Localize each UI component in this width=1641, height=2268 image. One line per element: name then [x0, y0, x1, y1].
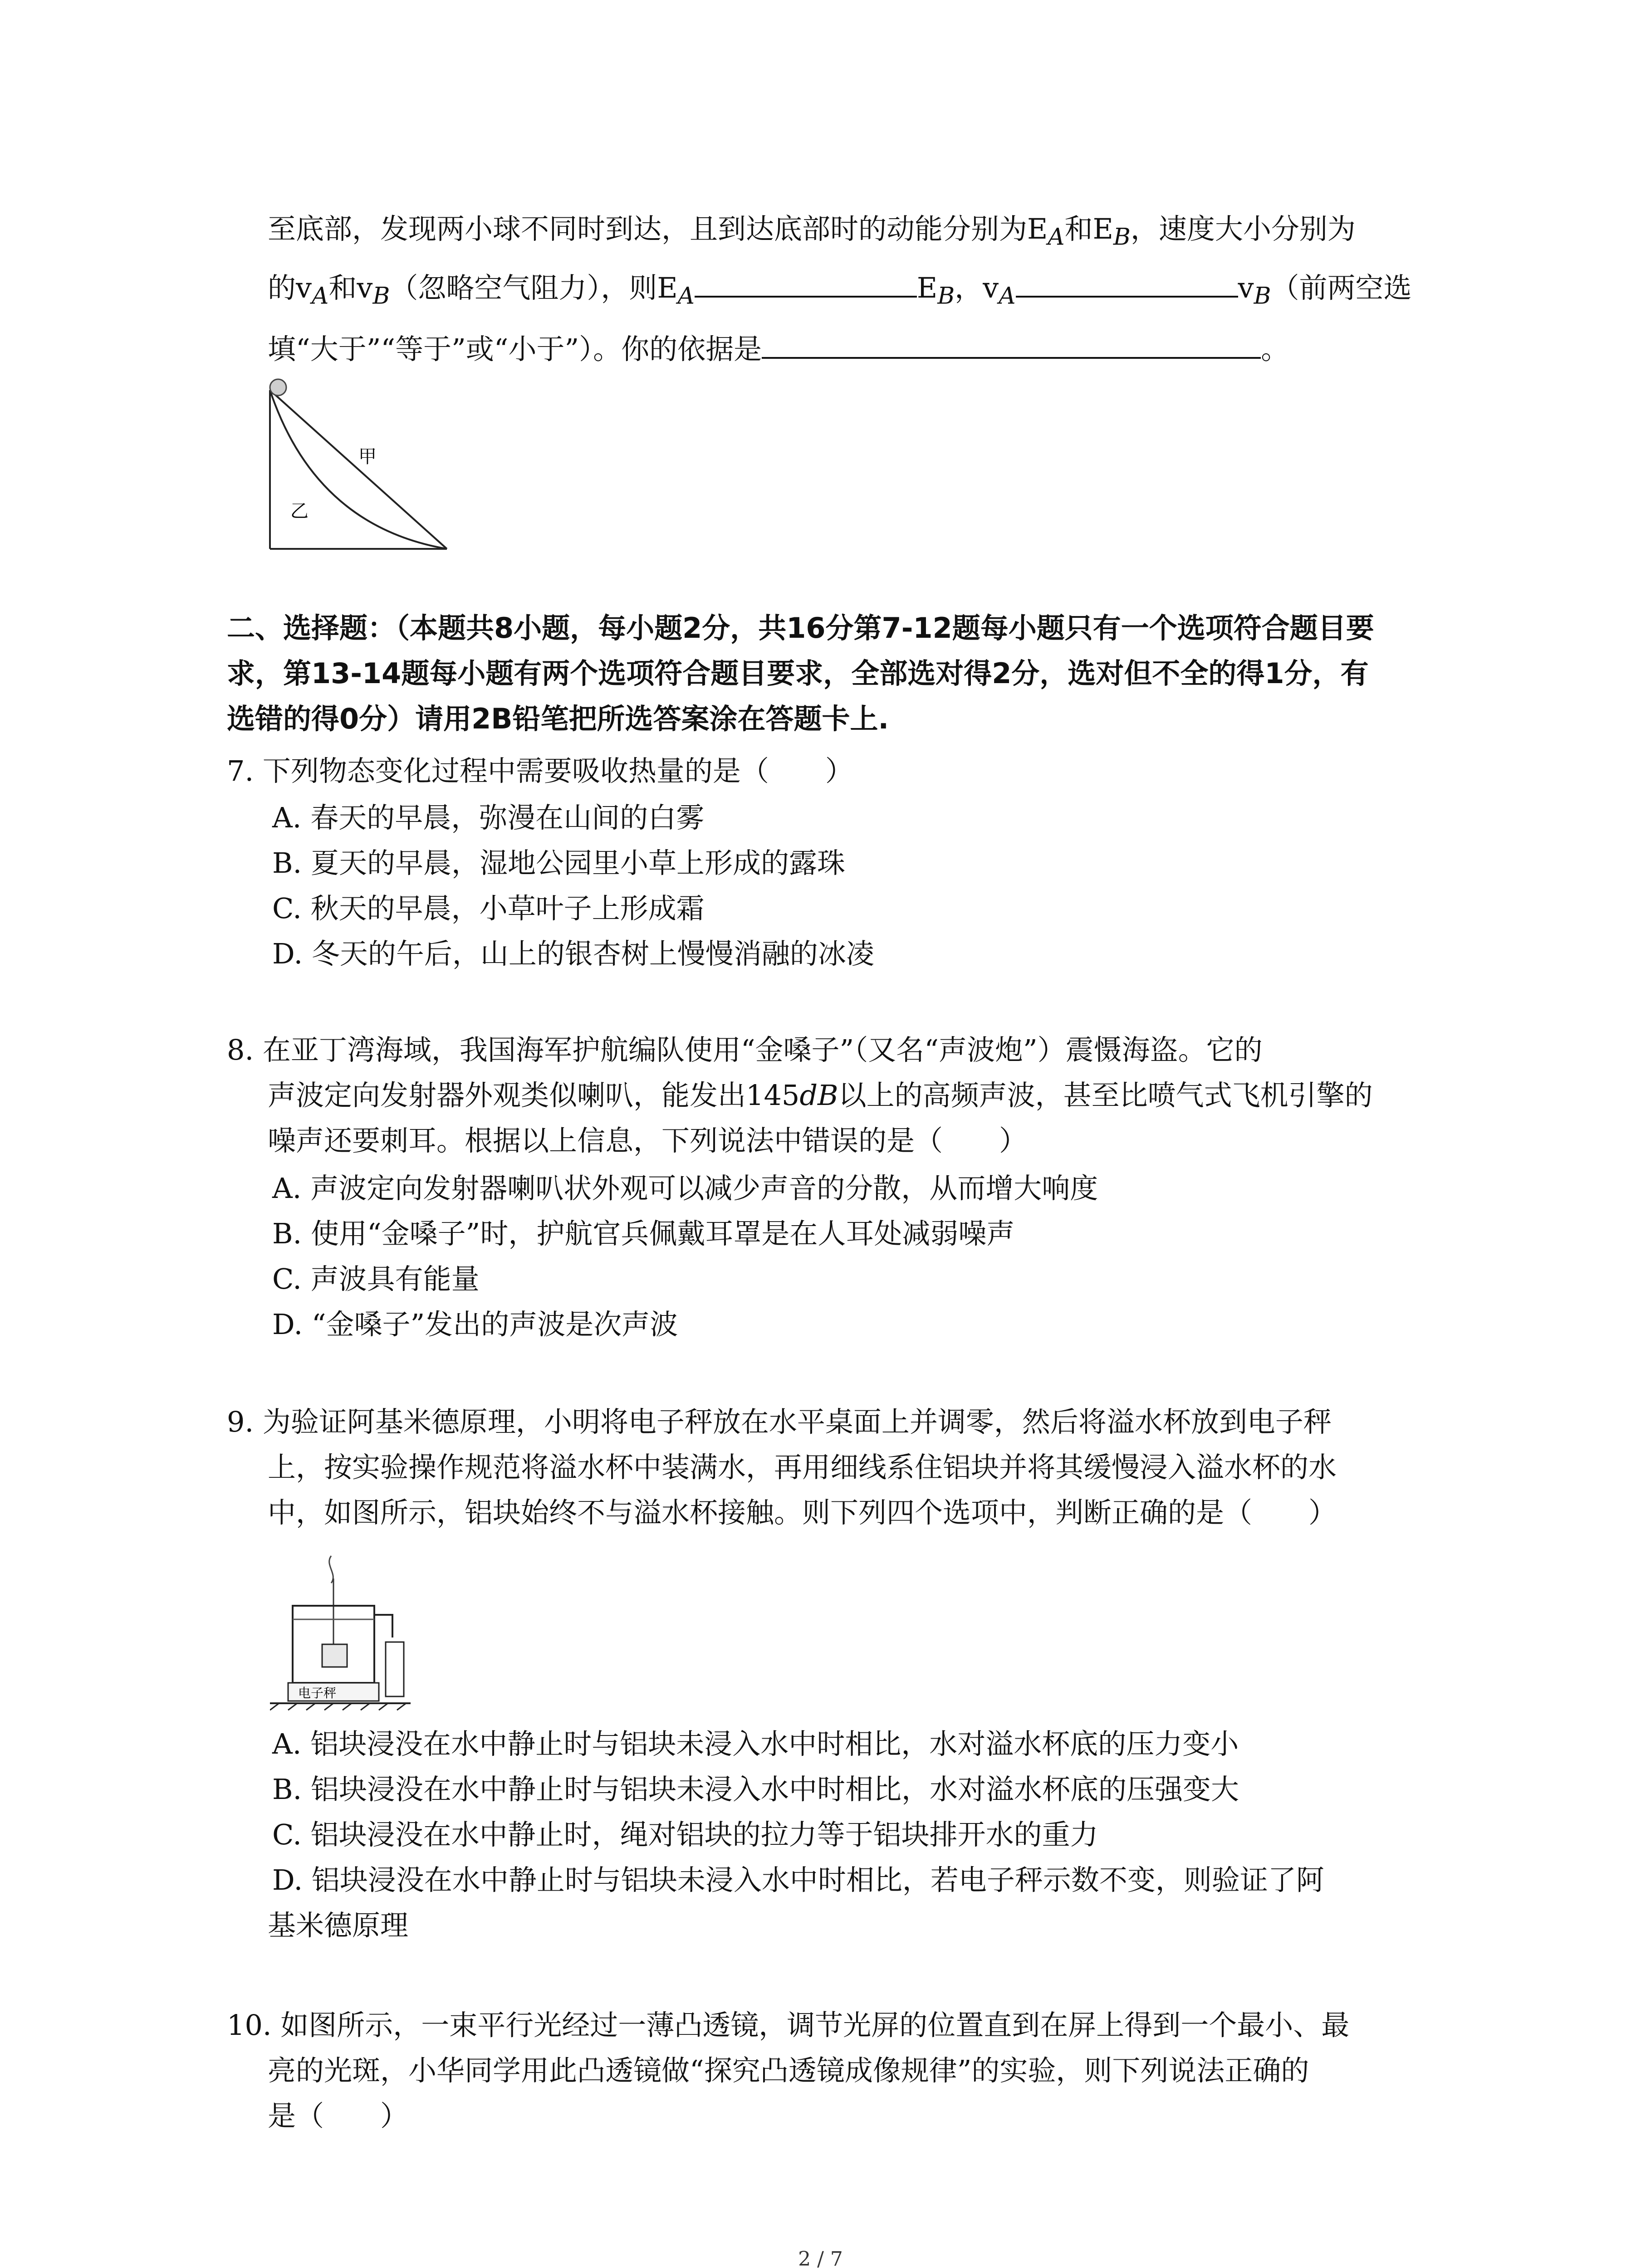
q10-stem-line-1: 10. 如图所示，一束平行光经过一薄凸透镜，调节光屏的位置直到在屏上得到一个最小、最: [227, 2009, 1350, 2042]
q8-option-c[interactable]: C. 声波具有能量: [272, 1262, 480, 1295]
ball: [270, 379, 286, 396]
q8-option-b[interactable]: B. 使用“金嗓子”时，护航官兵佩戴耳罩是在人耳处减弱噪声: [272, 1217, 1015, 1250]
q9-stem-line-2: 上，按实验操作规范将溢水杯中装满水，再用细线系住铝块并将其缓慢浸入溢水杯的水: [268, 1451, 1337, 1484]
text: 。: [1261, 332, 1289, 366]
q9-option-a[interactable]: A. 铝块浸没在水中静止时与铝块未浸入水中时相比，水对溢水杯底的压力变小: [272, 1727, 1239, 1760]
q7-option-d[interactable]: D. 冬天的午后，山上的银杏树上慢慢消融的冰凌: [272, 937, 874, 970]
subscript: A: [1048, 223, 1065, 251]
small-beaker: [386, 1642, 404, 1696]
section2-line-2: 求，第13-14题每小题有两个选项符合题目要求，全部选对得2分，选对但不全的得1分，有: [227, 657, 1369, 690]
page-number: 2 / 7: [798, 2248, 843, 2268]
q7-option-b[interactable]: B. 夏天的早晨，湿地公园里小草上形成的露珠: [272, 846, 845, 880]
q8-option-a[interactable]: A. 声波定向发射器喇叭状外观可以减少声音的分散，从而增大响度: [272, 1172, 1098, 1205]
table-hatch: [379, 1703, 388, 1710]
section2-line-1: 二、选择题：（本题共8小题，每小题2分，共16分第7-12题每小题只有一个选项符合题目要: [227, 611, 1374, 645]
q9-option-c[interactable]: C. 铝块浸没在水中静止时，绳对铝块的拉力等于铝块排开水的重力: [272, 1818, 1098, 1851]
text: 以上的高频声波，甚至比喷气式飞机引擎的: [838, 1079, 1373, 1112]
text: 的v: [268, 271, 312, 304]
table-hatch: [270, 1703, 279, 1710]
subscript: B: [372, 282, 390, 310]
prev-question-line-1: [268, 209, 1356, 257]
hand-outline: [329, 1556, 333, 1583]
overflow-cup-figure: [270, 1547, 415, 1719]
q8-option-d[interactable]: D. “金嗓子”发出的声波是次声波: [272, 1308, 678, 1341]
text: v: [1238, 271, 1254, 304]
subscript: A: [677, 282, 695, 310]
table-hatch: [306, 1703, 315, 1710]
q8-stem-line-2: [268, 1075, 1373, 1116]
answer-blank-3[interactable]: [762, 330, 1261, 359]
label-yi: 乙: [290, 501, 309, 522]
prev-question-line-2: [268, 268, 1412, 316]
answer-blank-2[interactable]: [1016, 269, 1238, 298]
subscript: A: [312, 282, 329, 310]
q8-stem-line-1: 8. 在亚丁湾海域，我国海军护航编队使用“金嗓子”（又名“声波炮”）震慑海盗。它的: [227, 1033, 1263, 1066]
text: ，v: [955, 271, 999, 304]
q10-stem-line-2: 亮的光斑，小华同学用此凸透镜做“探究凸透镜成像规律”的实验，则下列说法正确的: [268, 2054, 1309, 2087]
table-hatch: [324, 1703, 333, 1710]
answer-blank-1[interactable]: [695, 269, 917, 298]
label-jia: 甲: [358, 446, 377, 467]
text: 至底部，发现两小球不同时到达，且到达底部时的动能分别为E: [268, 212, 1048, 245]
q9-option-d-line-2: 基米德原理: [268, 1909, 409, 1942]
text: 填“大于”“等于”或“小于”）。你的依据是: [268, 332, 762, 366]
text: 声波定向发射器外观类似喇叭，能发出145: [268, 1079, 800, 1112]
prev-question-line-3: [268, 329, 1289, 370]
q7-stem: 7. 下列物态变化过程中需要吸收热量的是（ ）: [227, 754, 853, 787]
q7-option-a[interactable]: A. 春天的早晨，弥漫在山间的白雾: [272, 801, 705, 834]
table-hatch: [397, 1703, 406, 1710]
table-hatch: [361, 1703, 370, 1710]
incline-figure: [265, 376, 456, 558]
text: （前两空选: [1271, 271, 1412, 304]
subscript: B: [937, 282, 955, 310]
straight-track: [270, 390, 447, 549]
subscript: A: [999, 282, 1016, 310]
q9-option-b[interactable]: B. 铝块浸没在水中静止时与铝块未浸入水中时相比，水对溢水杯底的压强变大: [272, 1773, 1239, 1806]
scale-label: 电子秤: [298, 1686, 337, 1701]
text: ，速度大小分别为: [1130, 212, 1356, 245]
q9-stem-line-1: 9. 为验证阿基米德原理，小明将电子秤放在水平桌面上并调零，然后将溢水杯放到电子秤: [227, 1405, 1332, 1438]
q10-stem-line-3: 是（ ）: [268, 2099, 409, 2132]
text: （忽略空气阻力），则E: [390, 271, 678, 304]
subscript: B: [1254, 282, 1271, 310]
q9-stem-line-3: 中，如图所示，铝块始终不与溢水杯接触。则下列四个选项中，判断正确的是（ ）: [268, 1496, 1337, 1529]
aluminum-block: [322, 1644, 347, 1667]
unit: dB: [799, 1079, 838, 1112]
text: 和v: [328, 271, 373, 304]
q8-stem-line-3: 噪声还要刺耳。根据以上信息，下列说法中错误的是（ ）: [268, 1124, 1028, 1157]
text: E: [916, 271, 938, 304]
text: 和E: [1064, 212, 1113, 245]
q7-option-c[interactable]: C. 秋天的早晨，小草叶子上形成霜: [272, 892, 705, 925]
table-hatch: [288, 1703, 297, 1710]
table-hatch: [343, 1703, 352, 1710]
spout: [374, 1615, 392, 1637]
q9-option-d-line-1[interactable]: D. 铝块浸没在水中静止时与铝块未浸入水中时相比，若电子秤示数不变，则验证了阿: [272, 1863, 1324, 1897]
subscript: B: [1113, 223, 1131, 251]
section2-line-3: 选错的得0分）请用2B铅笔把所选答案涂在答题卡上.: [227, 702, 889, 735]
